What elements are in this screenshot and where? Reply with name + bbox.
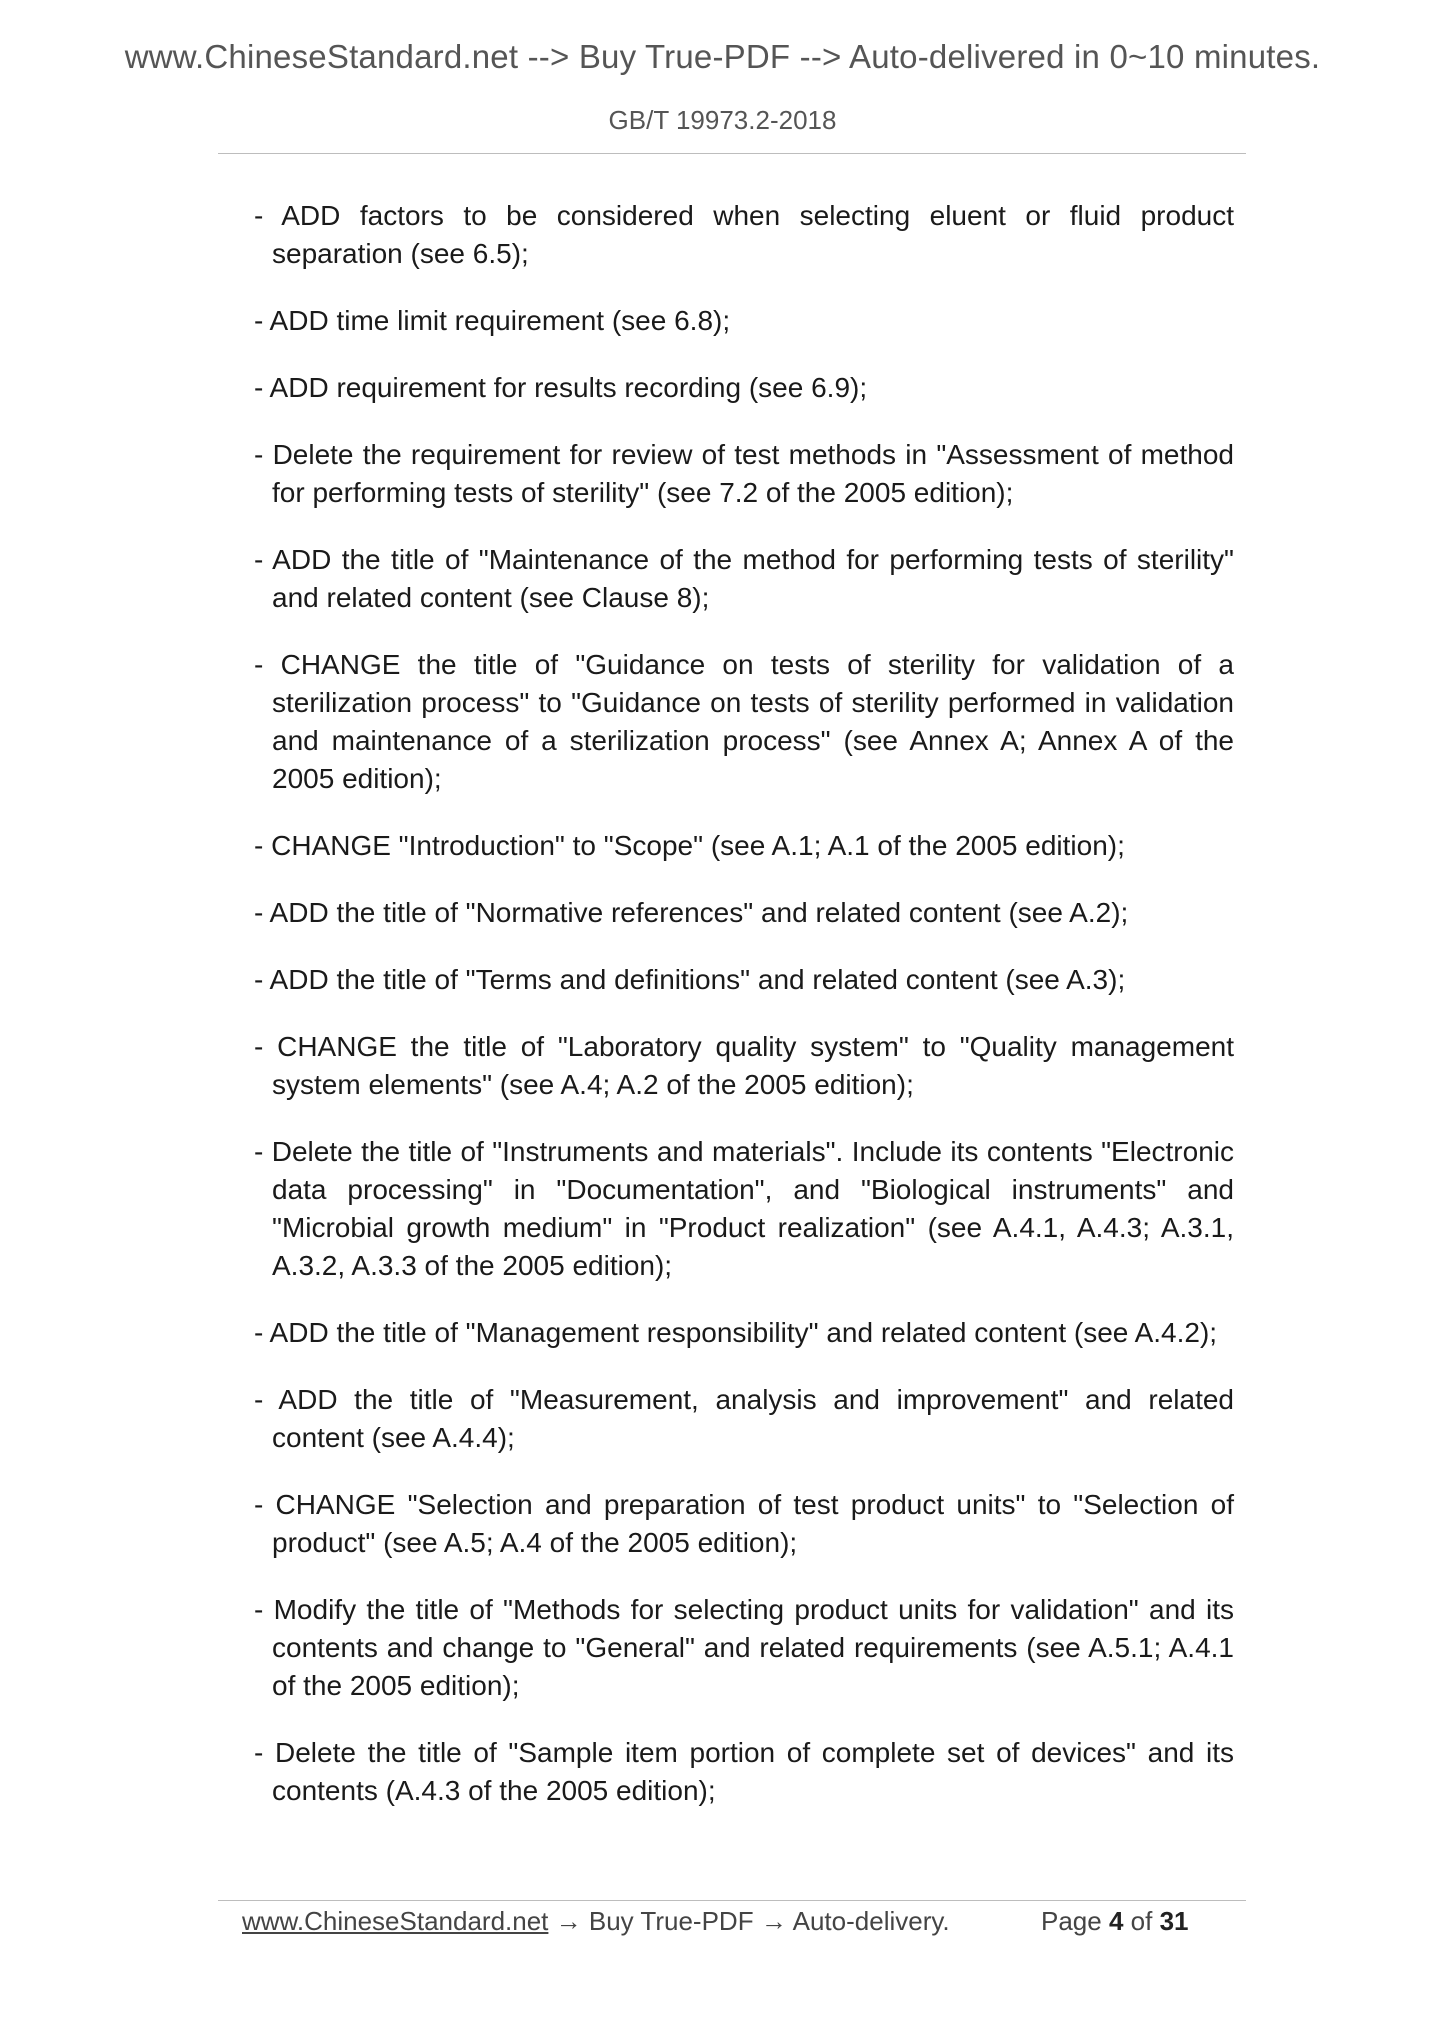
list-item: - ADD time limit requirement (see 6.8); xyxy=(254,305,731,336)
list-item: - ADD requirement for results recording (see 6.9); xyxy=(254,372,868,403)
page-of: of xyxy=(1130,1906,1153,1936)
footer-delivery-text: Auto-delivery. xyxy=(792,1906,950,1936)
list-item: - CHANGE "Selection and preparation of test product units" to "Selection of product" (see A.5; A.4 of the 2005 edition); xyxy=(254,1489,1234,1558)
footer-site-link[interactable]: www.ChineseStandard.net xyxy=(242,1906,549,1936)
list-item: - ADD factors to be considered when selecting eluent or fluid product separation (see 6.5); xyxy=(254,200,1234,269)
list-item: - Modify the title of "Methods for selecting product units for validation" and its contents and change to "General" and related requirements (see A.5.1; A.4.1 of the 2005 edition); xyxy=(254,1594,1234,1701)
page-total: 31 xyxy=(1159,1906,1189,1936)
list-item: - ADD the title of "Maintenance of the method for performing tests of sterility" and related content (see Clause 8); xyxy=(254,544,1234,613)
list-item: - ADD the title of "Measurement, analysis and improvement" and related content (see A.4.4); xyxy=(254,1384,1234,1453)
footer-divider xyxy=(218,1900,1246,1901)
list-item: - CHANGE the title of "Laboratory quality system" to "Quality management system elements" (see A.4; A.2 of the 2005 edition); xyxy=(254,1031,1234,1100)
list-item: - Delete the requirement for review of test methods in "Assessment of method for performing tests of sterility" (see 7.2 of the 2005 edition); xyxy=(254,439,1234,508)
list-item: - CHANGE "Introduction" to "Scope" (see A.1; A.1 of the 2005 edition); xyxy=(254,830,1125,861)
page-current: 4 xyxy=(1108,1906,1124,1936)
list-item: - Delete the title of "Sample item portion of complete set of devices" and its contents (A.4.3 of the 2005 edition); xyxy=(254,1737,1234,1806)
list-item: - ADD the title of "Terms and definitions" and related content (see A.3); xyxy=(254,964,1126,995)
page-label: Page xyxy=(1041,1906,1102,1936)
document-number: GB/T 19973.2-2018 xyxy=(608,105,837,135)
arrow-right-icon: → xyxy=(555,1906,582,1936)
page-indicator xyxy=(1041,1906,1189,1937)
list-item: - CHANGE the title of "Guidance on tests of sterility for validation of a sterilization process" to "Guidance on tests of sterility performed in validation and maintenance of a sterilization process" (see Annex A; Annex A of the 2005 edition); xyxy=(254,649,1234,794)
list-item: - Delete the title of "Instruments and materials". Include its contents "Electronic data processing" in "Documentation", and "Biological instruments" and "Microbial growth medium" in "Product realization" (see A.4.1, A.4.3; A.3.1, A.3.2, A.3.3 of the 2005 edition); xyxy=(254,1136,1234,1281)
footer-buy-text: Buy True-PDF xyxy=(588,1906,754,1936)
change-list xyxy=(254,197,1234,1839)
list-item: - ADD the title of "Management responsibility" and related content (see A.4.2); xyxy=(254,1317,1218,1348)
arrow-right-icon: → xyxy=(760,1906,787,1936)
list-item: - ADD the title of "Normative references" and related content (see A.2); xyxy=(254,897,1129,928)
header-banner: www.ChineseStandard.net --> Buy True-PDF --> Auto-delivered in 0~10 minutes. xyxy=(124,38,1321,75)
header-divider xyxy=(218,153,1246,154)
page-footer xyxy=(242,1906,1222,1937)
